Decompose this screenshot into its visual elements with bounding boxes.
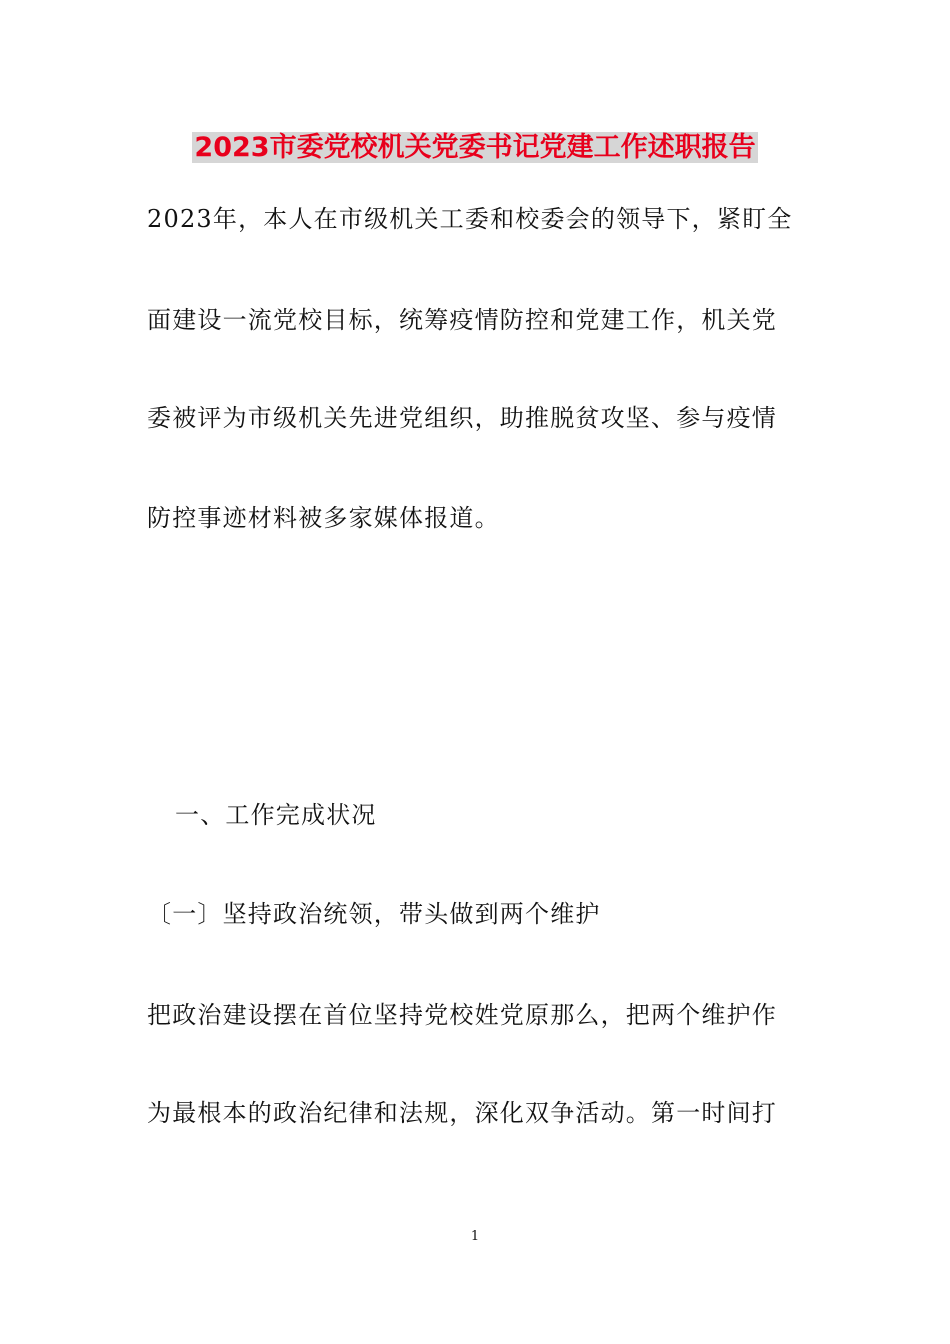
page-number: 1 (470, 1229, 480, 1244)
section-heading: 一、工作完成状况 (175, 801, 377, 829)
document-title (0, 128, 950, 168)
subsection-heading: 〔一〕坚持政治统领，带头做到两个维护 (147, 900, 601, 928)
paragraph-1-line-4: 防控事迹材料被多家媒体报道。 (147, 504, 500, 532)
paragraph-1-line-3: 委被评为市级机关先进党组织，助推脱贫攻坚、参与疫情 (147, 404, 777, 432)
paragraph-2-line-2: 为最根本的政治纪律和法规，深化双争活动。第一时间打 (147, 1099, 777, 1127)
paragraph-1-line-1: 2023年，本人在市级机关工委和校委会的领导下，紧盯全 (147, 205, 793, 233)
document-title-text: 2023市委党校机关党委书记党建工作述职报告 (194, 132, 756, 163)
paragraph-1-line-2: 面建设一流党校目标，统筹疫情防控和党建工作，机关党 (147, 306, 777, 334)
paragraph-2-line-1: 把政治建设摆在首位坚持党校姓党原那么，把两个维护作 (147, 1001, 777, 1029)
